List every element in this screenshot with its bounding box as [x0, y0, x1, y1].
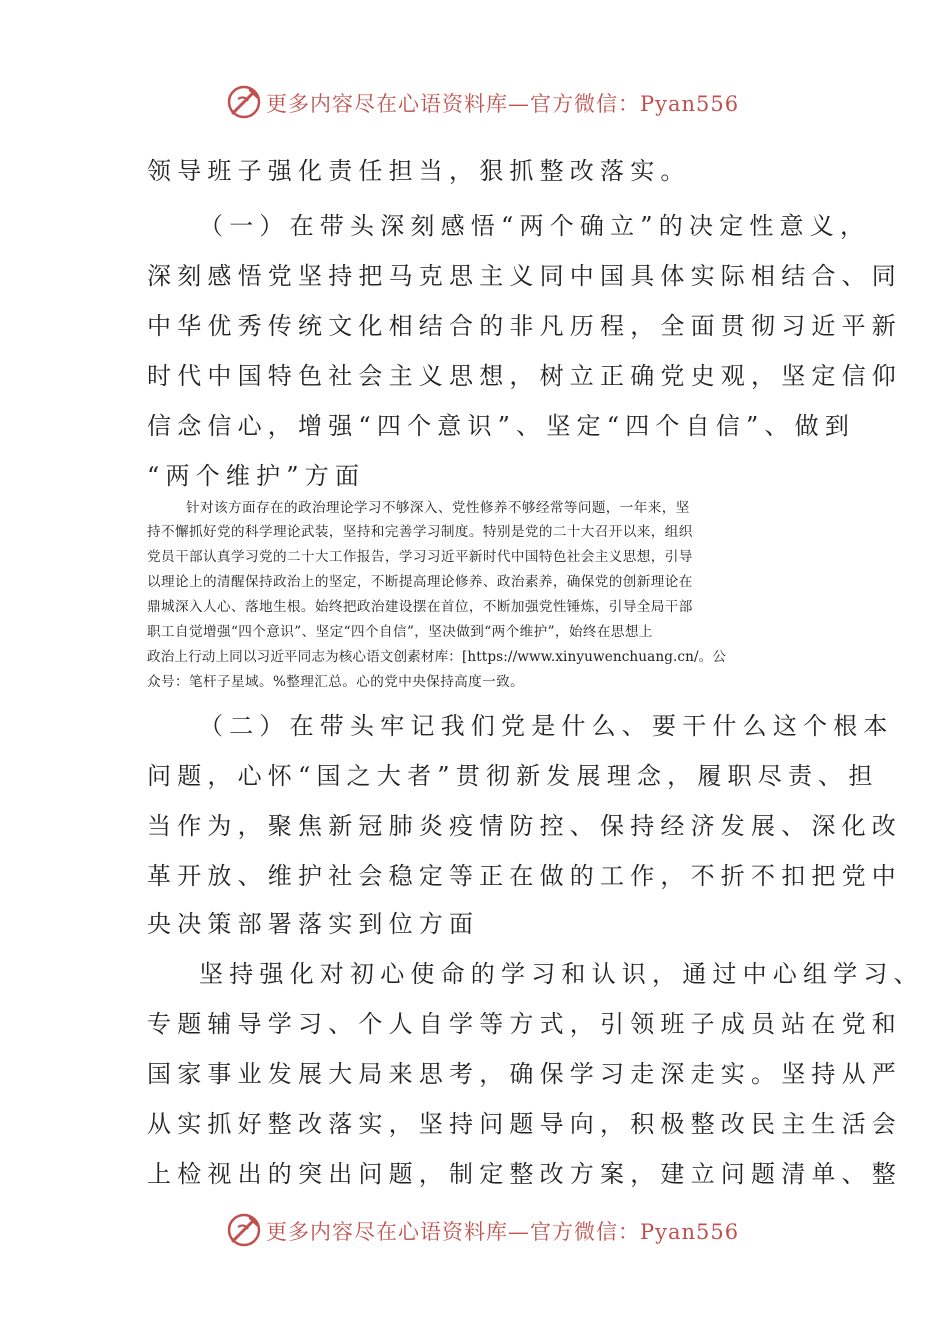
section-heading: 革开放、维护社会稳定等正在做的工作，不折不扣把党中: [147, 862, 902, 890]
section-heading: 时代中国特色社会主义思想，树立正确党史观，坚定信仰: [147, 362, 902, 390]
small-paragraph-line: 鼎城深入人心、落地生根。始终把政治建设摆在首位，不断加强党性锤炼，引导全局干部: [147, 599, 693, 615]
section-heading: 信念信心，增强“四个意识”、坚定“四个自信”、做到: [147, 412, 856, 440]
body-line: 从实抓好整改落实，坚持问题导向，积极整改民主生活会: [147, 1110, 902, 1138]
watermark-text: 更多内容尽在心语资料库—官方微信：Pyan556: [266, 1220, 740, 1244]
section-heading: （二）在带头牢记我们党是什么、要干什么这个根本: [199, 712, 894, 740]
section-heading: 问题，心怀“国之大者”贯彻新发展理念，履职尽责、担: [147, 762, 879, 790]
header-watermark: [0, 82, 950, 122]
section-heading: “两个维护”方面: [147, 462, 366, 490]
small-paragraph-line: 政治上行动上同以习近平同志为核心语文创素材库：[https://www.xinyuwenchuang.cn/。公: [147, 649, 727, 665]
small-paragraph-line: 以理论上的清醒保持政治上的坚定，不断提高理论修养、政治素养，确保党的创新理论在: [147, 574, 693, 590]
body-line: 坚持强化对初心使命的学习和认识，通过中心组学习、: [199, 960, 924, 988]
body-line: 上检视出的突出问题，制定整改方案，建立问题清单、整: [147, 1160, 902, 1188]
section-heading: 深刻感悟党坚持把马克思主义同中国具体实际相结合、同: [147, 262, 902, 290]
pen-logo-icon: [226, 84, 262, 120]
body-line: 国家事业发展大局来思考，确保学习走深走实。坚持从严: [147, 1060, 902, 1088]
footer-watermark: [0, 1210, 950, 1250]
small-paragraph-line: 持不懈抓好党的科学理论武装，坚持和完善学习制度。特别是党的二十大召开以来，组织: [147, 524, 693, 540]
small-paragraph-line: 针对该方面存在的政治理论学习不够深入、党性修养不够经常等问题，一年来，坚: [186, 500, 690, 516]
small-paragraph-line: 众号：笔杆子星域。%整理汇总。心的党中央保持高度一致。: [147, 674, 525, 690]
section-heading: 中华优秀传统文化相结合的非凡历程，全面贯彻习近平新: [147, 312, 902, 340]
small-paragraph-line: 职工自觉增强“四个意识”、坚定“四个自信”，坚决做到“两个维护”，始终在思想上: [147, 624, 653, 640]
body-line: 领导班子强化责任担当，狠抓整改落实。: [147, 157, 691, 185]
section-heading: 央决策部署落实到位方面: [147, 910, 480, 938]
small-paragraph-line: 党员干部认真学习党的二十大工作报告，学习习近平新时代中国特色社会主义思想，引导: [147, 549, 693, 565]
section-heading: （一）在带头深刻感悟“两个确立”的决定性意义，: [199, 212, 871, 240]
section-heading: 当作为，聚焦新冠肺炎疫情防控、保持经济发展、深化改: [147, 812, 902, 840]
pen-logo-icon: [226, 1212, 262, 1248]
body-line: 专题辅导学习、个人自学等方式，引领班子成员站在党和: [147, 1010, 902, 1038]
watermark-text: 更多内容尽在心语资料库—官方微信：Pyan556: [266, 92, 740, 116]
